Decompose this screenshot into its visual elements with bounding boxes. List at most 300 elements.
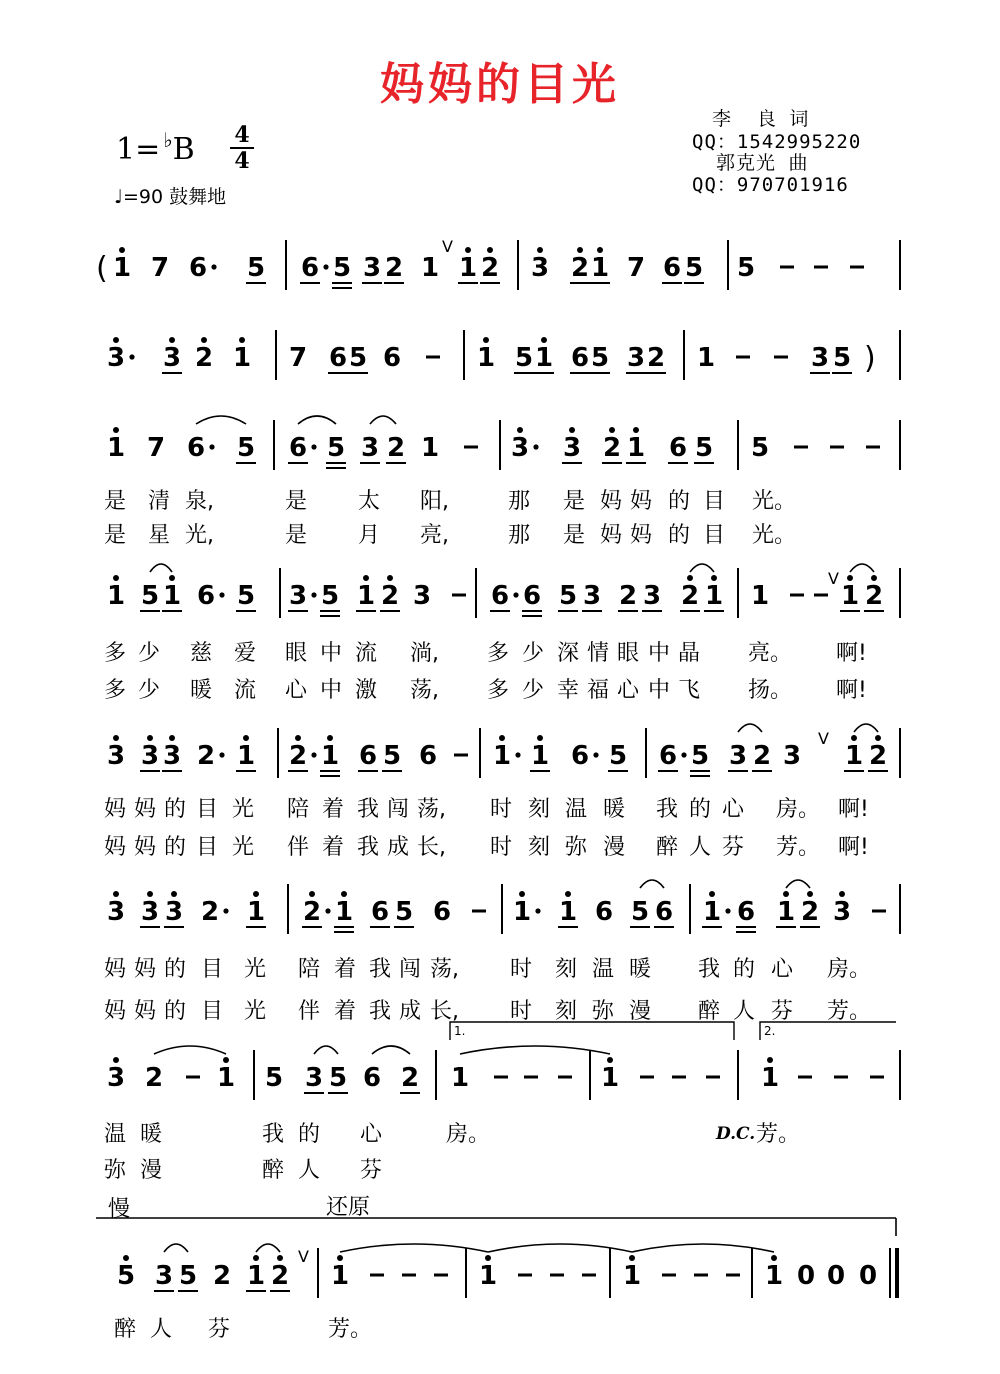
jianpu-note: 5: [558, 581, 578, 611]
jianpu-note: 6: [654, 897, 674, 927]
lyric-syllable: 温: [565, 797, 588, 822]
jianpu-note: 3: [162, 741, 182, 771]
jianpu-note: 0: [826, 1261, 846, 1291]
lyric-syllable: 芬: [360, 1158, 383, 1183]
lyric-syllable: 我: [357, 835, 380, 860]
lyric-syllable: 妈: [104, 999, 127, 1024]
jianpu-note: 6: [358, 741, 378, 771]
jianpu-note: 5: [236, 581, 256, 611]
jianpu-note: 2: [196, 741, 216, 771]
lyric-syllable: 是: [563, 489, 586, 514]
slur: [640, 880, 664, 888]
slur: [690, 564, 714, 572]
jianpu-note: 1: [844, 741, 864, 771]
lyric-syllable: 妈: [630, 523, 653, 548]
jianpu-note: 1: [534, 343, 554, 373]
lyric-syllable: 光。: [752, 489, 797, 514]
jianpu-note: 2: [868, 741, 888, 771]
jianpu-note: 3: [154, 1261, 174, 1291]
lyric-syllable: 多: [104, 678, 127, 703]
jianpu-note: 6: [418, 741, 438, 771]
slur: [314, 1046, 338, 1054]
octave-dot: [633, 427, 639, 433]
jianpu-note: 6: [668, 433, 688, 463]
lyric-syllable: 光: [232, 797, 255, 822]
lyric-syllable: 光,: [185, 523, 214, 548]
composer-qq: QQ：970701916: [692, 174, 849, 196]
jianpu-note: 3: [510, 433, 530, 463]
a-tempo-marking: 还原: [326, 1195, 371, 1220]
lyric-syllable: 我: [262, 1122, 285, 1147]
octave-dot: [123, 1255, 129, 1261]
lyric-syllable: 时: [490, 835, 513, 860]
lyric-syllable: 福: [587, 678, 610, 703]
slur: [164, 1244, 188, 1252]
octave-dot: [577, 247, 583, 253]
jianpu-note: 2: [752, 741, 772, 771]
augmentation-dot: [725, 908, 730, 913]
lyric-syllable: 心: [285, 678, 308, 703]
jianpu-note: 3: [140, 897, 160, 927]
lyric-syllable: 的: [164, 797, 187, 822]
lyric-syllable: 眼: [617, 641, 640, 666]
lyric-syllable: 时: [490, 797, 513, 822]
octave-dot: [337, 1255, 343, 1261]
lyric-syllable: 少: [138, 678, 161, 703]
jianpu-note: 3: [362, 253, 382, 283]
jianpu-note: 6: [328, 343, 348, 373]
jianpu-note: 1: [458, 253, 478, 283]
jianpu-note: 6: [490, 581, 510, 611]
lyric-syllable: 荡,: [430, 957, 459, 982]
lyric-syllable: 房。: [776, 797, 821, 822]
lyric-syllable: 醉: [114, 1317, 137, 1342]
octave-dot: [875, 735, 881, 741]
jianpu-note: 5: [514, 343, 534, 373]
jianpu-note: 2: [480, 253, 500, 283]
octave-dot: [119, 247, 125, 253]
jianpu-note: 1: [112, 253, 132, 283]
jianpu-note: 3: [810, 343, 830, 373]
jianpu-note: 7: [146, 433, 166, 463]
lyric-syllable: 妈: [134, 797, 157, 822]
tempo-marking: ♩=90 鼓舞地: [114, 186, 227, 208]
slur: [850, 564, 874, 572]
lyric-syllable: 刻: [555, 999, 578, 1024]
jianpu-note: 3: [412, 581, 432, 611]
jianpu-note: 3: [106, 897, 126, 927]
jianpu-note: 5: [608, 741, 628, 771]
augmentation-dot: [219, 752, 224, 757]
jianpu-note: 1: [530, 741, 550, 771]
octave-dot: [147, 891, 153, 897]
lyric-syllable: 目: [201, 999, 224, 1024]
augmentation-dot: [515, 752, 520, 757]
jianpu-note: 3: [642, 581, 662, 611]
lyric-syllable: 妈: [104, 797, 127, 822]
lyric-syllable: 人: [150, 1317, 173, 1342]
lyric-syllable: 房。: [446, 1122, 491, 1147]
lyric-syllable: 是: [104, 523, 127, 548]
lyric-syllable: 陪: [298, 957, 321, 982]
jianpu-note: 2: [380, 581, 400, 611]
jianpu-note: 6: [188, 253, 208, 283]
jianpu-note: 2: [618, 581, 638, 611]
octave-dot: [169, 735, 175, 741]
lyric-syllable: 我: [698, 957, 721, 982]
octave-dot: [201, 337, 207, 343]
lyric-syllable: 温: [592, 957, 615, 982]
lyric-syllable: 我: [369, 957, 392, 982]
breath-mark: V: [298, 1247, 309, 1266]
jianpu-note: 3: [106, 1063, 126, 1093]
octave-dot: [465, 247, 471, 253]
lyric-syllable: 醉: [656, 835, 679, 860]
lyric-syllable: 妈: [104, 957, 127, 982]
lyric-syllable: 弥: [565, 835, 588, 860]
lyric-syllable: 人: [298, 1158, 321, 1183]
jianpu-note: 2: [570, 253, 590, 283]
jianpu-note: 2: [200, 897, 220, 927]
jianpu-note: 1: [622, 1261, 642, 1291]
octave-dot: [771, 1255, 777, 1261]
octave-dot: [169, 337, 175, 343]
jianpu-note: 6: [736, 897, 756, 927]
jianpu-note: 1: [626, 433, 646, 463]
jianpu-note: 1: [106, 581, 126, 611]
lyric-syllable: 长,: [430, 999, 459, 1024]
jianpu-note: 6: [362, 1063, 382, 1093]
octave-dot: [839, 891, 845, 897]
lyric-syllable: 暖: [603, 797, 626, 822]
lyric-syllable: 流: [234, 678, 257, 703]
octave-dot: [253, 891, 259, 897]
lyric-syllable: 妈: [630, 489, 653, 514]
dc-marking: D.C.: [716, 1124, 756, 1144]
jianpu-note: 1: [420, 253, 440, 283]
lyric-syllable: 亮。: [748, 641, 793, 666]
octave-dot: [607, 1057, 613, 1063]
jianpu-note: 5: [178, 1261, 198, 1291]
jianpu-note: 3: [728, 741, 748, 771]
lyric-syllable: 妈: [600, 523, 623, 548]
jianpu-note: 5: [326, 433, 346, 463]
lyric-syllable: 光: [232, 835, 255, 860]
octave-dot: [609, 427, 615, 433]
jianpu-note: 5: [264, 1063, 284, 1093]
lyric-syllable: 太: [358, 489, 381, 514]
lyric-syllable: 人: [733, 999, 756, 1024]
jianpu-note: 6: [382, 343, 402, 373]
jianpu-note: 2: [270, 1261, 290, 1291]
octave-dot: [767, 1057, 773, 1063]
jianpu-note: 6: [432, 897, 452, 927]
octave-dot: [113, 337, 119, 343]
jianpu-note: 3: [562, 433, 582, 463]
lyric-syllable: 目: [196, 835, 219, 860]
jianpu-note: 1: [246, 897, 266, 927]
octave-dot: [847, 575, 853, 581]
jianpu-note: 2: [386, 433, 406, 463]
jianpu-note: 2: [288, 741, 308, 771]
lyric-syllable: 芬: [208, 1317, 231, 1342]
lyric-syllable: 扬。: [748, 678, 793, 703]
augmentation-dot: [593, 752, 598, 757]
octave-dot: [537, 735, 543, 741]
jianpu-note: 1: [590, 253, 610, 283]
lyric-syllable: 情: [587, 641, 610, 666]
lyric-syllable: 漫: [629, 999, 652, 1024]
lyric-syllable: 星: [148, 523, 171, 548]
octave-dot: [387, 575, 393, 581]
octave-dot: [363, 575, 369, 581]
lyric-syllable: 幸: [557, 678, 580, 703]
lyric-syllable: 芳。: [756, 1122, 801, 1147]
octave-dot: [485, 1255, 491, 1261]
lyric-syllable: 心: [771, 957, 794, 982]
octave-dot: [711, 575, 717, 581]
slur: [154, 1046, 226, 1054]
octave-dot: [517, 427, 523, 433]
lyric-syllable: 晶: [678, 641, 701, 666]
augmentation-dot: [129, 354, 134, 359]
octave-dot: [113, 427, 119, 433]
lyric-syllable: 时: [510, 999, 533, 1024]
lyric-syllable: 漫: [140, 1158, 163, 1183]
lyric-syllable: 妈: [104, 835, 127, 860]
jianpu-note: 1: [162, 581, 182, 611]
lyric-syllable: 是: [563, 523, 586, 548]
octave-dot: [253, 1255, 259, 1261]
lyric-syllable: 目: [703, 489, 726, 514]
octave-dot: [541, 337, 547, 343]
key-prefix: 1=: [116, 132, 161, 167]
lyric-syllable: 着: [322, 797, 345, 822]
jianpu-note: 5: [246, 253, 266, 283]
octave-dot: [309, 891, 315, 897]
jianpu-note: 2: [194, 343, 214, 373]
jianpu-note: 5: [832, 343, 852, 373]
lyric-syllable: 着: [334, 999, 357, 1024]
lyric-syllable: 是: [285, 523, 308, 548]
octave-dot: [629, 1255, 635, 1261]
augmentation-dot: [223, 908, 228, 913]
lyric-syllable: 目: [201, 957, 224, 982]
lyric-syllable: 啊!: [836, 678, 867, 703]
jianpu-note: 1: [776, 897, 796, 927]
jianpu-note: 3: [582, 581, 602, 611]
octave-dot: [113, 1057, 119, 1063]
lyric-syllable: 是: [104, 489, 127, 514]
augmentation-dot: [219, 592, 224, 597]
key-note: B: [172, 132, 195, 167]
octave-dot: [499, 735, 505, 741]
augmentation-dot: [323, 264, 328, 269]
lyric-syllable: 芳。: [776, 835, 821, 860]
flat-sign: ♭: [163, 128, 173, 152]
augmentation-dot: [311, 752, 316, 757]
lyric-syllable: 漫: [603, 835, 626, 860]
slur: [460, 1046, 610, 1054]
lyric-syllable: 着: [322, 835, 345, 860]
lyric-syllable: 的: [668, 523, 691, 548]
octave-dot: [709, 891, 715, 897]
jianpu-note: 6: [370, 897, 390, 927]
octave-dot: [171, 891, 177, 897]
lyric-syllable: 中: [320, 641, 343, 666]
jianpu-note: 1: [320, 741, 340, 771]
lyric-syllable: 芳。: [328, 1317, 373, 1342]
lyric-syllable: 光。: [752, 523, 797, 548]
lyric-syllable: 的: [668, 489, 691, 514]
lyric-syllable: 泉,: [185, 489, 214, 514]
volta-2-label: 2.: [764, 1024, 776, 1038]
lyric-syllable: 的: [733, 957, 756, 982]
jianpu-note: 3: [626, 343, 646, 373]
lyric-syllable: 妈: [134, 999, 157, 1024]
jianpu-note: 3: [360, 433, 380, 463]
jianpu-note: 3: [782, 741, 802, 771]
lyric-syllable: 弥: [592, 999, 615, 1024]
jianpu-note: 5: [590, 343, 610, 373]
jianpu-note: 1: [450, 1063, 470, 1093]
slur: [786, 880, 810, 888]
lyric-syllable: 妈: [134, 835, 157, 860]
lyric-syllable: 啊!: [836, 641, 867, 666]
octave-dot: [113, 891, 119, 897]
lyric-syllable: 中: [648, 678, 671, 703]
lyric-syllable: 暖: [629, 957, 652, 982]
open-paren: (: [96, 251, 108, 286]
lyric-syllable: 的: [164, 999, 187, 1024]
jianpu-note: 6: [570, 343, 590, 373]
lyric-syllable: 刻: [528, 797, 551, 822]
octave-dot: [341, 891, 347, 897]
octave-dot: [239, 337, 245, 343]
lyric-syllable: 多: [487, 678, 510, 703]
jianpu-note: 1: [334, 897, 354, 927]
lyric-syllable: 少: [522, 641, 545, 666]
lyric-syllable: 亮,: [420, 523, 449, 548]
jianpu-note: 5: [328, 1063, 348, 1093]
octave-dot: [277, 1255, 283, 1261]
jianpu-note: 3: [140, 741, 160, 771]
octave-dot: [519, 891, 525, 897]
jianpu-note: 3: [288, 581, 308, 611]
jianpu-note: 1: [476, 343, 496, 373]
breath-mark: V: [442, 237, 453, 256]
lyric-syllable: 啊!: [838, 797, 869, 822]
lyric-syllable: 眼: [285, 641, 308, 666]
lyric-syllable: 时: [510, 957, 533, 982]
jianpu-note: 5: [332, 253, 352, 283]
lyric-syllable: 闯: [387, 797, 410, 822]
jianpu-note: 6: [288, 433, 308, 463]
slur: [196, 416, 246, 424]
lyric-syllable: 着: [334, 957, 357, 982]
lyric-syllable: 是: [285, 489, 308, 514]
jianpu-note: 6: [186, 433, 206, 463]
augmentation-dot: [325, 908, 330, 913]
lyric-syllable: 中: [320, 678, 343, 703]
lyric-syllable: 我: [369, 999, 392, 1024]
slur: [854, 724, 878, 732]
jianpu-note: 5: [684, 253, 704, 283]
jianpu-note: 1: [492, 741, 512, 771]
augmentation-dot: [533, 444, 538, 449]
augmentation-dot: [513, 592, 518, 597]
lyric-syllable: 目: [703, 523, 726, 548]
jianpu-note: 7: [288, 343, 308, 373]
octave-dot: [243, 735, 249, 741]
augmentation-dot: [311, 444, 316, 449]
octave-dot: [807, 891, 813, 897]
slur: [150, 564, 172, 572]
lyric-syllable: 多: [104, 641, 127, 666]
jianpu-note: 1: [356, 581, 376, 611]
lyric-syllable: 我: [357, 797, 380, 822]
lyric-syllable: 的: [164, 957, 187, 982]
augmentation-dot: [211, 264, 216, 269]
jianpu-note: 1: [478, 1261, 498, 1291]
jianpu-note: 2: [212, 1261, 232, 1291]
lyric-syllable: 心: [617, 678, 640, 703]
jianpu-note: 3: [530, 253, 550, 283]
jianpu-note: 1: [696, 343, 716, 373]
jianpu-note: 0: [796, 1261, 816, 1291]
lyric-syllable: 激: [355, 678, 378, 703]
lyric-syllable: 妈: [134, 957, 157, 982]
jianpu-note: 1: [600, 1063, 620, 1093]
octave-dot: [537, 247, 543, 253]
lyric-syllable: 长,: [417, 835, 446, 860]
octave-dot: [597, 247, 603, 253]
jianpu-note: 1: [760, 1063, 780, 1093]
jianpu-note: 5: [394, 897, 414, 927]
lyric-syllable: 人: [689, 835, 712, 860]
lyric-syllable: 醉: [698, 999, 721, 1024]
augmentation-dot: [681, 752, 686, 757]
composer-credit: 郭克光 曲: [716, 152, 809, 174]
breath-mark: V: [828, 569, 839, 588]
jianpu-note: 2: [646, 343, 666, 373]
lyric-syllable: 成: [387, 835, 410, 860]
lyric-syllable: 慈: [190, 641, 213, 666]
lyric-syllable: 房。: [827, 957, 872, 982]
lyric-syllable: 的: [164, 835, 187, 860]
jianpu-note: 5: [348, 343, 368, 373]
jianpu-note: 6: [300, 253, 320, 283]
lyric-syllable: 少: [522, 678, 545, 703]
jianpu-note: 2: [680, 581, 700, 611]
slur: [256, 1244, 280, 1252]
lyric-syllable: 那: [508, 489, 531, 514]
jianpu-note: 1: [246, 1261, 266, 1291]
lyric-syllable: 成: [399, 999, 422, 1024]
augmentation-dot: [311, 592, 316, 597]
augmentation-dot: [535, 908, 540, 913]
jianpu-note: 6: [570, 741, 590, 771]
lyric-syllable: 荡,: [417, 797, 446, 822]
lyricist-qq: QQ：1542995220: [692, 131, 862, 153]
lyric-syllable: 妈: [600, 489, 623, 514]
jianpu-note: 5: [140, 581, 160, 611]
lyric-syllable: 弥: [104, 1158, 127, 1183]
octave-dot: [169, 575, 175, 581]
jianpu-note: 6: [196, 581, 216, 611]
octave-dot: [223, 1057, 229, 1063]
close-paren: ): [864, 341, 876, 376]
